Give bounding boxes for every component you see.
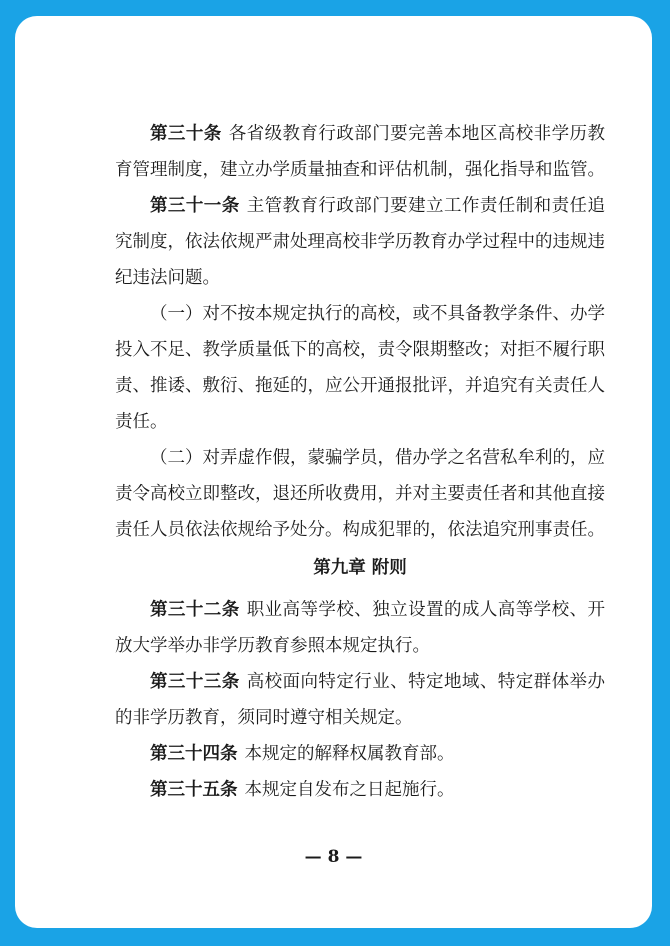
article-number: 第三十二条 xyxy=(150,600,240,620)
article-34 xyxy=(115,736,605,772)
article-text: 各省级教育行政部门要完善本地区高校非学历教育管理制度，建立办学质量抽查和评估机制，强化指导和监管。 xyxy=(115,124,605,180)
article-number: 第三十四条 xyxy=(150,744,238,764)
article-30 xyxy=(115,116,605,188)
clause-text: （一）对不按本规定执行的高校，或不具备教学条件、办学投入不足、教学质量低下的高校，责令限期整改；对拒不履行职责、推诿、敷衍、拖延的，应公开通报批评，并追究有关责任人责任。 xyxy=(115,304,605,432)
article-number: 第三十五条 xyxy=(150,780,238,800)
article-number: 第三十一条 xyxy=(150,196,240,216)
article-number: 第三十条 xyxy=(150,124,222,144)
document-body xyxy=(115,116,605,808)
article-31 xyxy=(115,188,605,296)
article-text: 职业高等学校、独立设置的成人高等学校、开放大学举办非学历教育参照本规定执行。 xyxy=(115,600,605,656)
article-33 xyxy=(115,664,605,736)
article-35 xyxy=(115,772,605,808)
document-page xyxy=(15,16,652,928)
article-number: 第三十三条 xyxy=(150,672,240,692)
chapter-title: 第九章 附则 xyxy=(313,558,407,578)
article-text: 主管教育行政部门要建立工作责任制和责任追究制度，依法依规严肃处理高校非学历教育办学过程中的违规违纪违法问题。 xyxy=(115,196,605,288)
page-number: — 8 — xyxy=(304,847,363,867)
article-text: 高校面向特定行业、特定地域、特定群体举办的非学历教育，须同时遵守相关规定。 xyxy=(115,672,605,728)
clause-text: （二）对弄虚作假，蒙骗学员，借办学之名营私牟利的，应责令高校立即整改，退还所收费用，并对主要责任者和其他直接责任人员依法依规给予处分。构成犯罪的，依法追究刑事责任。 xyxy=(115,448,605,540)
article-text: 本规定自发布之日起施行。 xyxy=(244,780,455,800)
article-text: 本规定的解释权属教育部。 xyxy=(244,744,455,764)
clause-2 xyxy=(115,440,605,548)
article-32 xyxy=(115,592,605,664)
clause-1 xyxy=(115,296,605,440)
